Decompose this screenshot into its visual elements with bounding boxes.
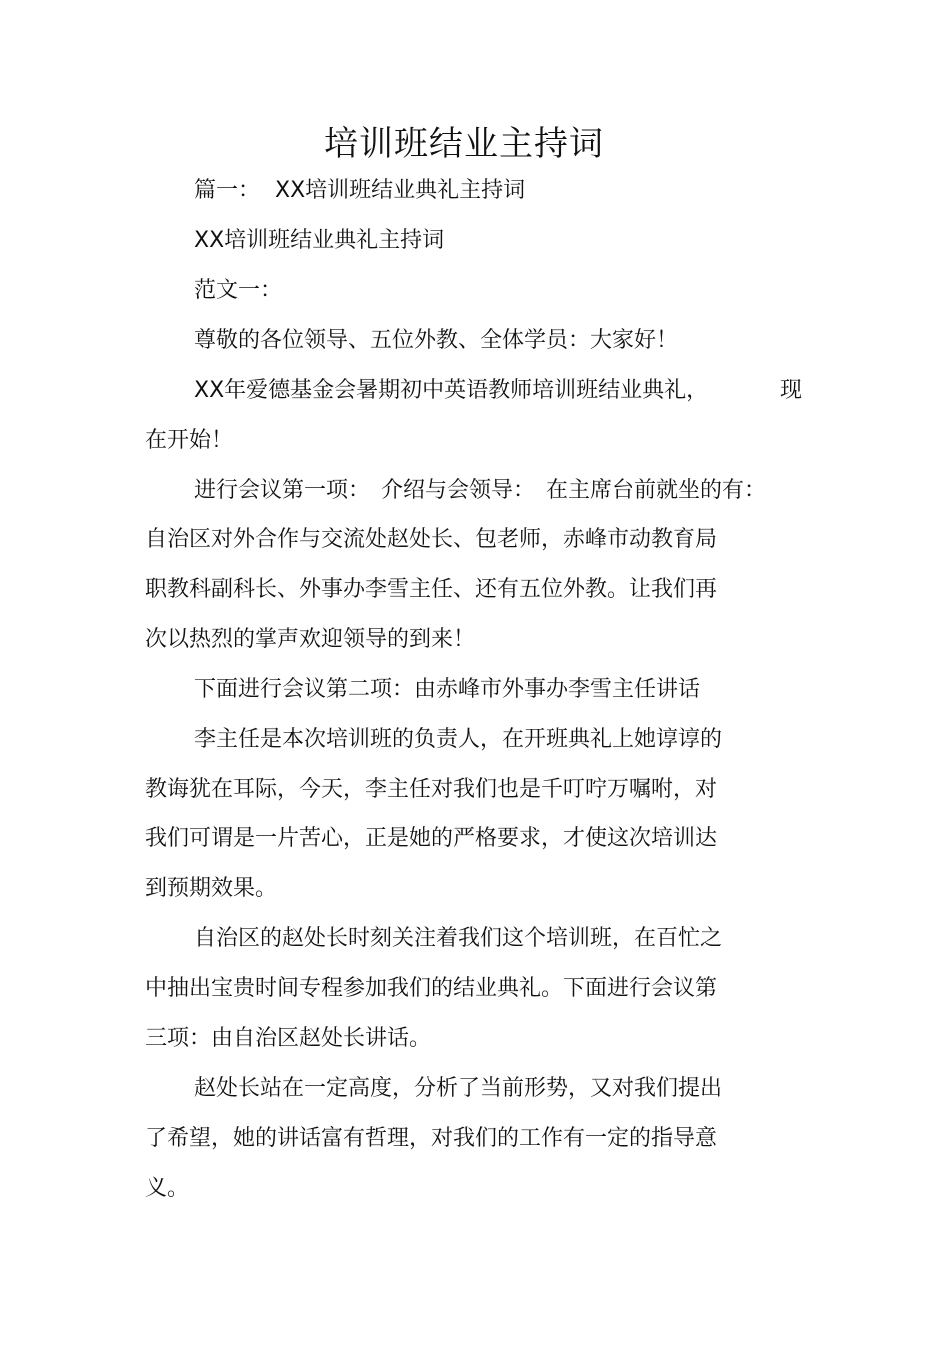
paragraph-6-line-3: 义。 xyxy=(145,1176,190,1201)
paragraph-2-line-1: 进行会议第一项： 介绍与会领导： 在主席台前就坐的有： xyxy=(194,478,767,503)
paragraph-4-line-2: 教诲犹在耳际，今天，李主任对我们也是千叮咛万嘱咐，对 xyxy=(145,777,718,802)
paragraph-1-line-2: 在开始！ xyxy=(145,428,234,453)
paragraph-5-line-1: 自治区的赵处长时刻关注着我们这个培训班，在百忙之 xyxy=(194,926,723,951)
paragraph-1-tail: 现 xyxy=(780,378,803,403)
document-title: 培训班结业主持词 xyxy=(324,124,604,164)
paragraph-5-line-3: 三项：由自治区赵处长讲话。 xyxy=(145,1026,432,1051)
paragraph-2-line-2: 自治区对外合作与交流处赵处长、包老师，赤峰市动教育局 xyxy=(145,527,718,552)
paragraph-4-line-3: 我们可谓是一片苦心，正是她的严格要求，才使这次培训达 xyxy=(145,826,718,851)
greeting-line: 尊敬的各位领导、五位外教、全体学员：大家好！ xyxy=(194,328,679,353)
heading-1-prefix: 篇一： xyxy=(194,178,261,203)
paragraph-2-line-3: 职教科副科长、外事办李雪主任、还有五位外教。让我们再 xyxy=(145,577,718,602)
paragraph-6-line-1: 赵处长站在一定高度，分析了当前形势，又对我们提出 xyxy=(194,1076,723,1101)
paragraph-2-line-4: 次以热烈的掌声欢迎领导的到来！ xyxy=(145,627,476,652)
paragraph-5-line-2: 中抽出宝贵时间专程参加我们的结业典礼。下面进行会议第 xyxy=(145,976,718,1001)
heading-1-text: XX培训班结业典礼主持词 xyxy=(275,178,526,203)
paragraph-4-line-1: 李主任是本次培训班的负责人，在开班典礼上她谆谆的 xyxy=(194,727,723,752)
fanwen-label: 范文一： xyxy=(194,278,283,303)
paragraph-6-line-2: 了希望，她的讲话富有哲理，对我们的工作有一定的指导意 xyxy=(145,1126,718,1151)
paragraph-1-line-1: XX年爱德基金会暑期初中英语教师培训班结业典礼， xyxy=(194,378,709,403)
paragraph-4-line-4: 到预期效果。 xyxy=(145,876,278,901)
heading-2: XX培训班结业典礼主持词 xyxy=(194,228,445,253)
paragraph-3-line-1: 下面进行会议第二项：由赤峰市外事办李雪主任讲话 xyxy=(194,677,701,702)
heading-1 xyxy=(194,176,525,206)
